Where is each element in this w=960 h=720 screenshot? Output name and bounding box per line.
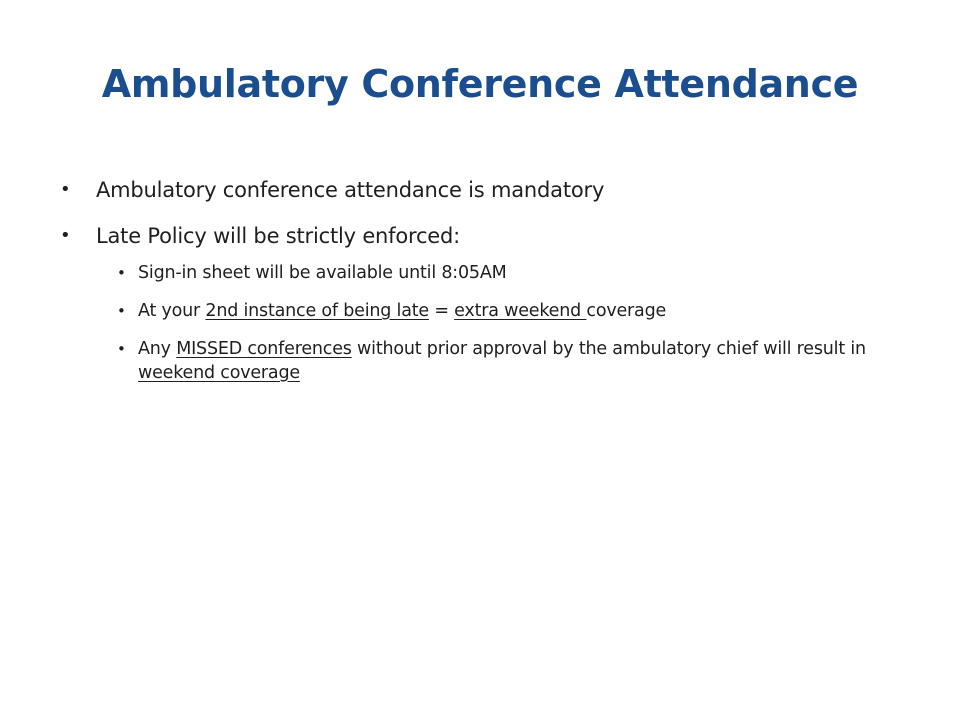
sub-bullet-missed [117, 337, 907, 385]
underlined-missed-conferences: MISSED conferences [176, 339, 352, 359]
sub-bullet-text-prefix: At your [138, 301, 206, 321]
sub-bullet-list [117, 261, 907, 399]
sub-bullet-sign-in [117, 261, 907, 285]
bullet-dot: • [117, 340, 126, 358]
equals-sign: = [428, 301, 455, 321]
bullet-mandatory [60, 176, 900, 204]
sub-bullet-text-prefix: Any [138, 339, 177, 359]
bullet-late-policy [60, 222, 900, 250]
underlined-second-instance: 2nd instance of being late [205, 301, 429, 321]
sub-bullet-text-middle: without prior approval by the ambulatory chief will result in [351, 339, 866, 359]
bullet-list [60, 176, 900, 268]
bullet-dot: • [117, 302, 126, 320]
underlined-weekend-coverage: weekend coverage [138, 363, 300, 383]
bullet-text: Late Policy will be strictly enforced: [96, 224, 461, 248]
bullet-text: Ambulatory conference attendance is mandatory [96, 178, 605, 202]
bullet-dot: • [60, 225, 71, 246]
bullet-dot: • [117, 264, 126, 282]
underlined-extra-weekend: extra weekend [454, 301, 587, 321]
sub-bullet-text: Sign-in sheet will be available until 8:05AM [138, 263, 507, 283]
slide-title: Ambulatory Conference Attendance [101, 62, 859, 106]
bullet-dot: • [60, 179, 71, 200]
sub-bullet-second-late [117, 299, 907, 323]
sub-bullet-text-suffix: coverage [586, 301, 667, 321]
